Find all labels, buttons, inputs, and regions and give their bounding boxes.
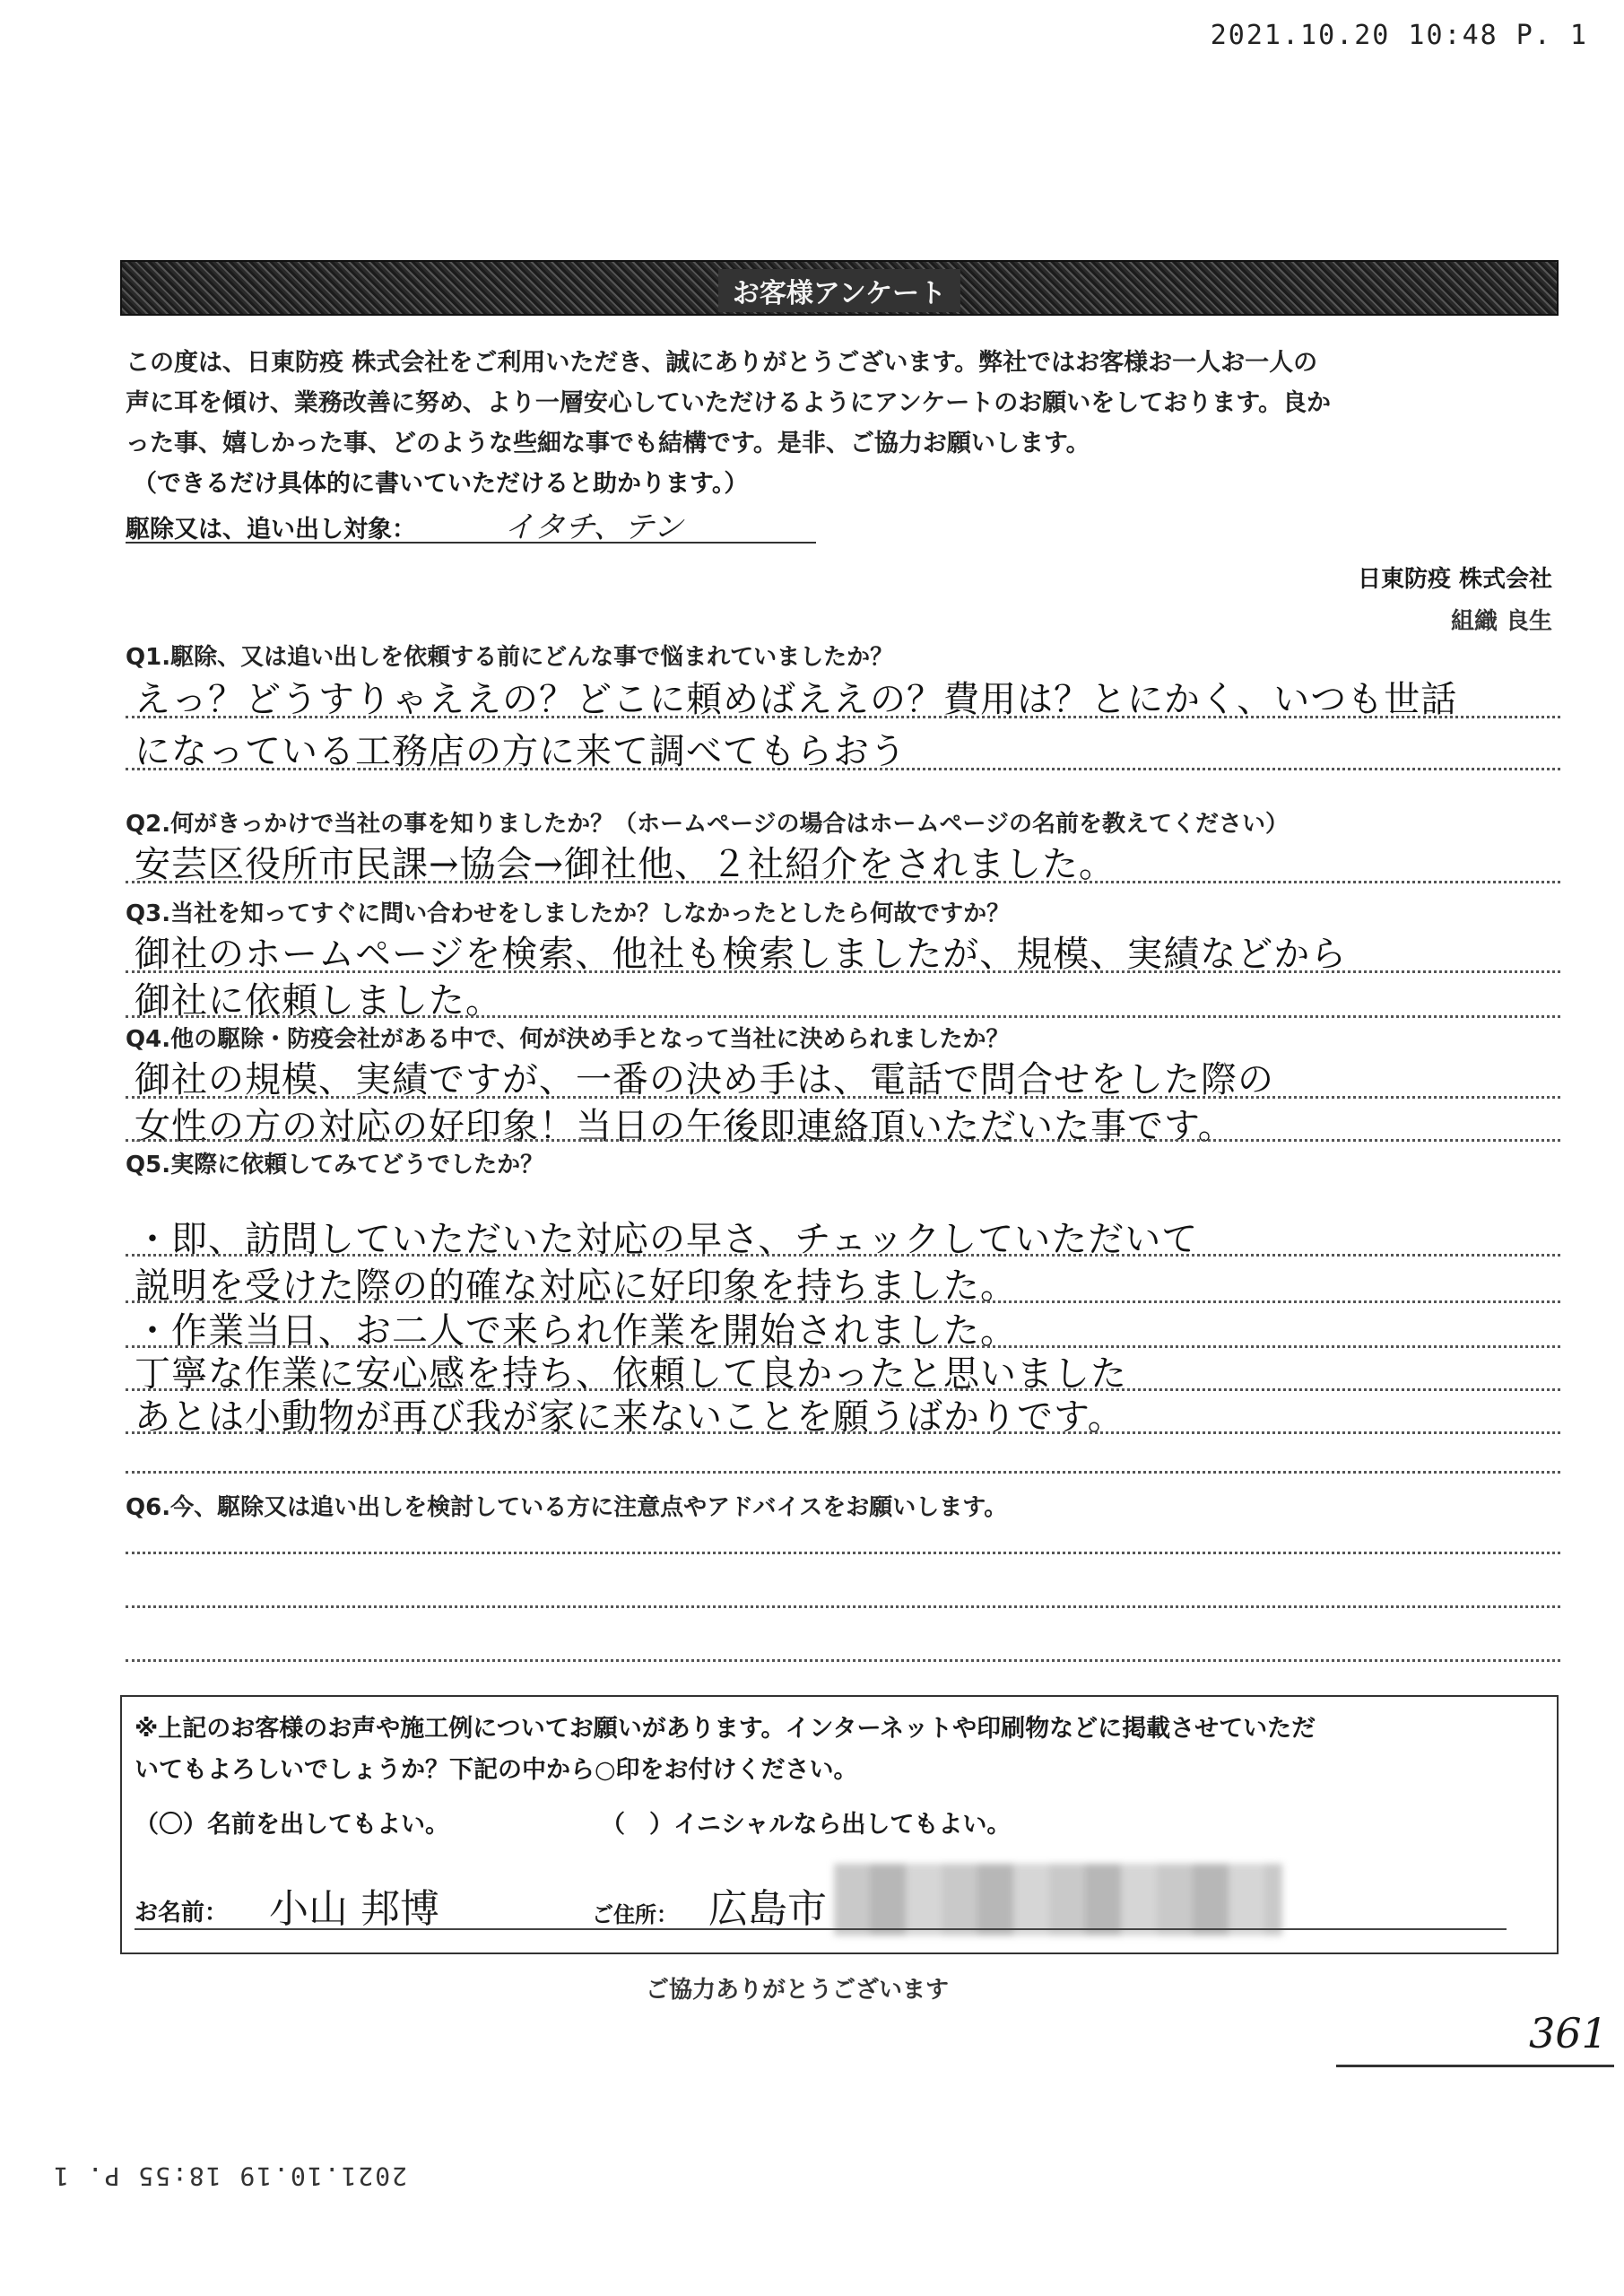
fax-footer: 2021.10.19 18:55 P. 1 [52, 2161, 408, 2191]
banner-title: お客様アンケート [718, 269, 960, 312]
intro-line: 声に耳を傾け、業務改善に努め、より一層安心していただけるようにアンケートのお願いをしております。良か [126, 389, 1332, 417]
name-label: お名前： [135, 1900, 229, 1926]
address-label: ご住所： [592, 1902, 678, 1927]
answer-1-line: になっている工務店の方に来て調べてもらおう [135, 731, 907, 772]
answer-5-line: 説明を受けた際の的確な対応に好印象を持ちました。 [135, 1265, 1017, 1307]
answer-1-line: えっ？どうすりゃええの？どこに頼めばええの？費用は？とにかく、いつも世話 [135, 679, 1458, 720]
address-value: 広島市 [708, 1886, 827, 1932]
name-underline [135, 1928, 1507, 1930]
consent-text [135, 1709, 1551, 1791]
intro-line: った事、嬉しかった事、どのような些細な事でも結構です。是非、ご協力お願いします。 [126, 430, 1090, 457]
answer-4-line: 女性の方の対応の好印象！当日の午後即連絡頂いただいた事です。 [135, 1106, 1235, 1147]
question-3: Q3.当社を知ってすぐに問い合わせをしましたか？しなかったとしたら何故ですか？ [126, 900, 1011, 927]
page-number: 361 [1529, 2009, 1608, 2057]
signer-name: 組織 良生 [1450, 608, 1552, 635]
question-2: Q2.何がきっかけで当社の事を知りましたか？（ホームページの場合はホームページの名前を教えてください） [126, 811, 1290, 838]
answer-rule [126, 1431, 1560, 1434]
answer-rule [126, 1552, 1560, 1554]
answer-5-line: 丁寧な作業に安心感を持ち、依頼して良かったと思いました [135, 1353, 1127, 1395]
question-5: Q5.実際に依頼してみてどうでしたか？ [126, 1152, 544, 1178]
answer-5-line: ・作業当日、お二人で来られ作業を開始されました。 [135, 1310, 1017, 1352]
question-1: Q1.駆除、又は追い出しを依頼する前にどんな事で悩まれていましたか？ [126, 644, 894, 671]
intro-line: この度は、日東防疫 株式会社をご利用いただき、誠にありがとうございます。弊社ではお客様お一人お一人の [126, 349, 1318, 377]
answer-rule [126, 1659, 1560, 1662]
answer-rule [126, 716, 1560, 718]
answer-rule [126, 1015, 1560, 1018]
target-underline [126, 542, 816, 544]
answer-rule [126, 1139, 1560, 1142]
name-value: 小山 邦博 [269, 1886, 439, 1932]
answer-rule [126, 768, 1560, 770]
target-label: 駆除又は、追い出し対象： [126, 516, 416, 544]
answer-4-line: 御社の規模、実績ですが、一番の決め手は、電話で問合せをした際の [135, 1059, 1274, 1100]
redacted-address [834, 1864, 1282, 1935]
answer-rule [126, 1471, 1560, 1474]
answer-rule [126, 1605, 1560, 1608]
answer-5-line: ・即、訪問していただいた対応の早さ、チェックしていただいて [135, 1219, 1199, 1260]
target-value: イタチ、テン [504, 509, 683, 545]
consent-line: いてもよろしいでしょうか？下記の中から○印をお付けください。 [135, 1756, 858, 1784]
title-banner [120, 260, 1559, 316]
answer-rule [126, 881, 1560, 883]
intro-text [126, 343, 1569, 464]
page-number-rule [1336, 2065, 1614, 2067]
question-4: Q4.他の駆除・防疫会社がある中で、何が決め手となって当社に決められましたか？ [126, 1026, 1010, 1053]
consent-line: ※上記のお客様のお声や施工例についてお願いがあります。インターネットや印刷物などに掲載させていただ [135, 1715, 1316, 1743]
question-6: Q6.今、駆除又は追い出しを検討している方に注意点やアドバイスをお願いします。 [126, 1494, 1008, 1521]
answer-3-line: 御社のホームページを検索、他社も検索しましたが、規模、実績などから [135, 934, 1348, 975]
company-name: 日東防疫 株式会社 [1357, 566, 1552, 593]
answer-5-line: あとは小動物が再び我が家に来ないことを願うばかりです。 [135, 1396, 1125, 1438]
answer-2-line: 安芸区役所市民課→協会→御社他、２社紹介をされました。 [135, 844, 1116, 885]
option-initial-allowed: （ ）イニシャルなら出してもよい。 [601, 1811, 1012, 1839]
fax-header: 2021.10.20 10:48 P. 1 [1210, 20, 1588, 51]
answer-3-line: 御社に依頼しました。 [135, 980, 502, 1022]
thanks-text: ご協力ありがとうございます [646, 1977, 950, 2004]
answer-rule [126, 1254, 1560, 1257]
intro-note: （できるだけ具体的に書いていただけると助かります。） [133, 470, 749, 498]
option-name-allowed: （〇）名前を出してもよい。 [135, 1811, 449, 1839]
